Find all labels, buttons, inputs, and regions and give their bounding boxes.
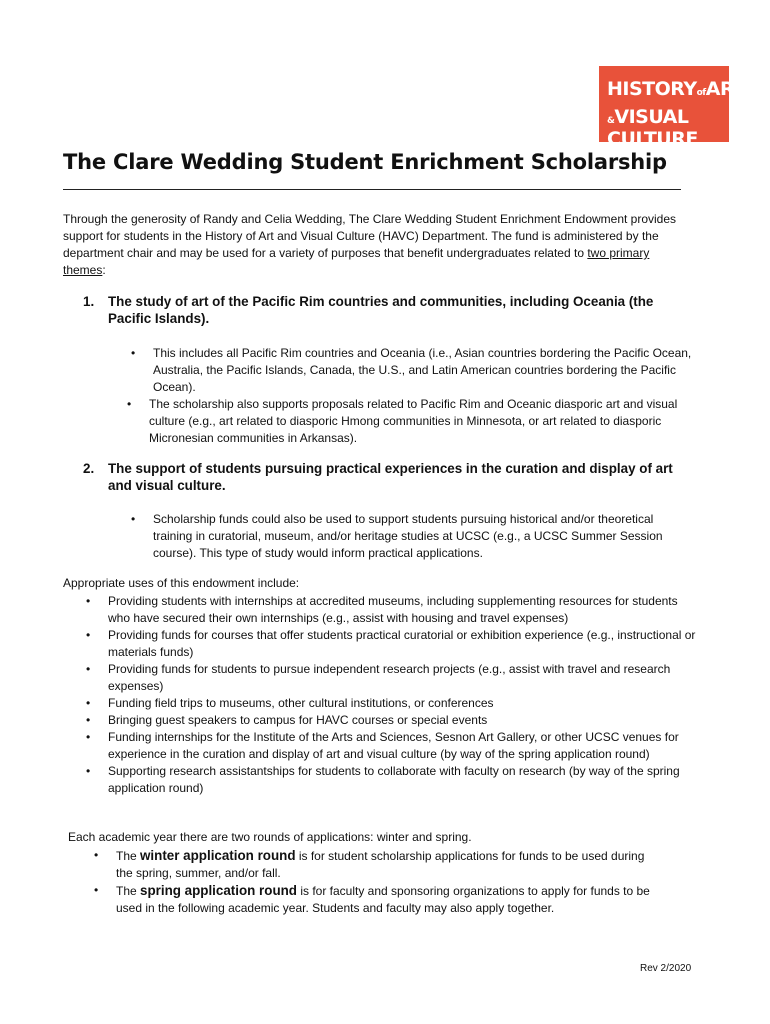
list-item: • The spring application round is for faculty and sponsoring organizations to apply for funds to be used in the following academic year. Students and faculty may also apply together. [94,883,650,915]
logo-line-1: HISTORYofART [607,78,746,100]
uses-list [86,593,698,797]
rounds-intro: Each academic year there are two rounds of applications: winter and spring. [68,830,472,844]
intro-paragraph: Through the generosity of Randy and Celia Wedding, The Clare Wedding Student Enrichment Endowment provides support for students in the History of Art and Visual Culture (HAVC) Department. The fund is administered by the department chair and may be used for a variety of purposes that benefit undergraduates related to two primary themes: [63,212,677,277]
theme-1-bullets-b [127,396,694,447]
list-item: • The winter application round is for student scholarship applications for funds to be used during the spring, summer, and/or fall. [94,848,645,880]
rounds-list [94,847,656,917]
list-item: • This includes all Pacific Rim countries and Oceania (i.e., Asian countries bordering the Pacific Ocean, Australia, the Pacific Islands, Canada, the U.S., and Latin American countries bordering the Pacific Ocean). [131,346,692,394]
title-divider [63,189,681,190]
revision-label: Rev 2/2020 [640,963,692,974]
list-item: • Funding field trips to museums, other cultural institutions, or conferences [86,696,494,710]
theme-1-bullets [131,345,693,396]
list-item: • Scholarship funds could also be used to support students pursuing historical and/or theoretical training in curatorial, museum, and/or heritage studies at UCSC (e.g., a UCSC Summer Session course). This type of study would inform practical applications. [131,512,663,560]
uses-intro: Appropriate uses of this endowment include: [63,576,300,590]
theme-2-bullets [131,511,693,562]
primary-themes-link: two primary themes [63,246,650,277]
list-item: • The scholarship also supports proposals related to Pacific Rim and Oceanic diasporic art and visual culture (e.g., art related to diasporic Hmong communities in Minnesota, or art related to diasporic Micronesian communities in Arkansas). [127,397,678,445]
list-item: • Funding internships for the Institute of the Arts and Sciences, Sesnon Art Gallery, or other UCSC venues for experience in the curation and display of art and visual culture (by way of the spring application round) [86,730,679,761]
logo-line-2: &VISUAL CULTURE [607,106,698,150]
list-item: • Providing students with internships at accredited museums, including supplementing resources for students who have secured their own internships (e.g., assist with housing and travel expenses) [86,594,678,625]
list-item: • Providing funds for courses that offer students practical curatorial or exhibition experience (e.g., instructional or materials funds) [86,628,696,659]
list-item: • Providing funds for students to pursue independent research projects (e.g., assist with travel and research expenses) [86,662,671,693]
havc-logo [599,66,746,150]
page-title: The Clare Wedding Student Enrichment Scholarship [63,150,667,174]
list-item: • Bringing guest speakers to campus for HAVC courses or special events [86,713,488,727]
list-item: • Supporting research assistantships for students to collaborate with faculty on research (by way of the spring application round) [86,764,680,795]
